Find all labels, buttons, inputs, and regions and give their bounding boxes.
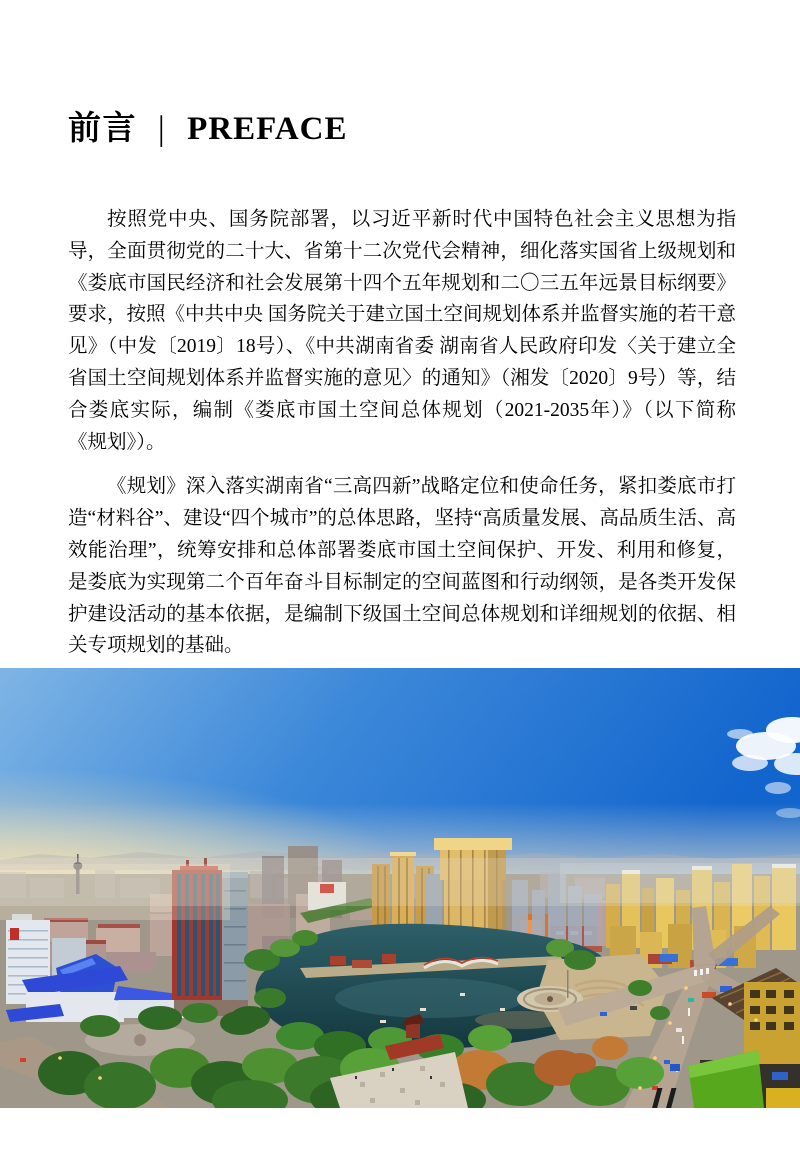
page-title-english: PREFACE — [187, 111, 348, 147]
preface-paragraph-2: 《规划》深入落实湖南省“三高四新”战略定位和使命任务，紧扣娄底市打造“材料谷”、建设“四个城市”的总体思路，坚持“高质量发展、高品质生活、高效能治理”，统筹安排和总体部署娄底市国土空间保护、开发、利用和修复，是娄底为实现第二个百年奋斗目标制定的空间蓝图和行动纲领，是各类开发保护建设活动的基本依据，是编制下级国土空间总体规划和详细规划的依据、相关专项规划的基础。 — [68, 476, 736, 657]
preface-paragraph-1: 按照党中央、国务院部署，以习近平新时代中国特色社会主义思想为指导，全面贯彻党的二十大、省第十二次党代会精神，细化落实国省上级规划和《娄底市国民经济和社会发展第十四个五年规划和二〇三五年远景目标纲要》要求，按照《中共中央 国务院关于建立国土空间规划体系并监督实施的若干意见》（中发〔2019〕18号）、《中共湖南省委 湖南省人民政府印发〈关于建立全省国土空间规划体系并监督实施的意见〉的通知》（湘发〔2020〕9号）等，结合娄底实际，编制《娄底市国土空间总体规划（2021-2035年）》（以下简称《规划》）。 — [68, 209, 736, 453]
title-separator: | — [158, 110, 167, 148]
city-aerial-illustration — [0, 668, 800, 1108]
preface-body — [68, 204, 736, 675]
city-aerial-photo — [0, 668, 800, 1108]
page-title-chinese: 前言 — [68, 111, 137, 147]
page-title — [68, 106, 348, 152]
